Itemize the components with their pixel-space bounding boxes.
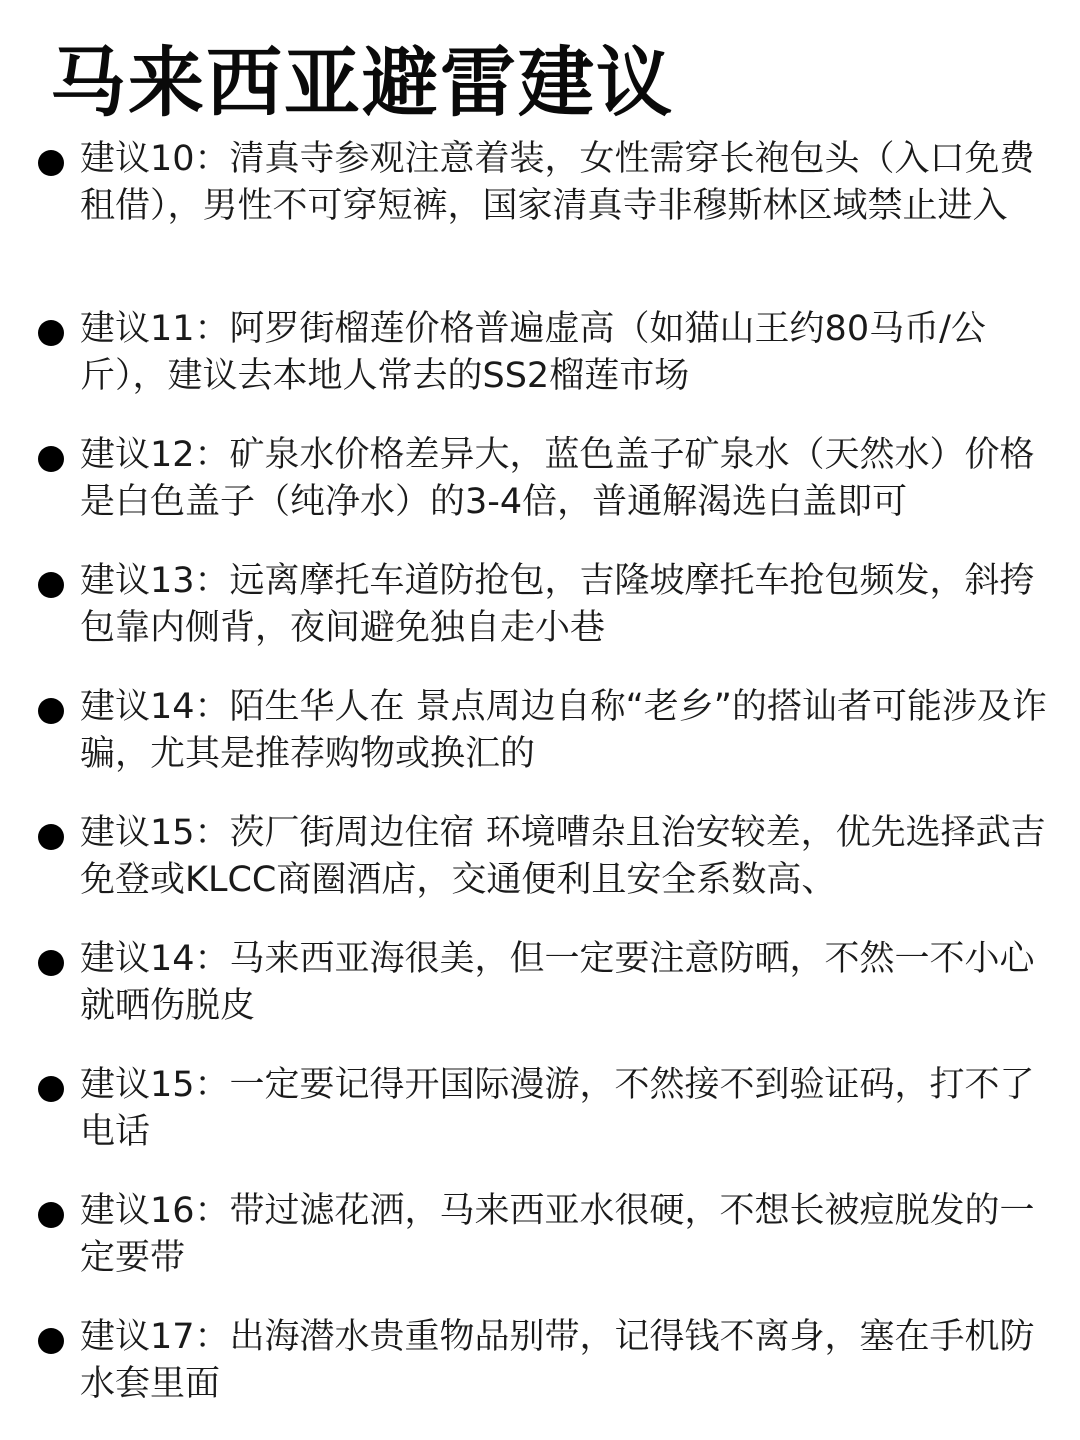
bullet-icon xyxy=(38,698,64,724)
tip-label: 建议15： xyxy=(80,813,230,853)
tip-body: 阿罗街榴莲价格普遍虚高（如猫山王约80马币/公斤），建议去本地人常去的SS2榴莲市场 xyxy=(80,309,986,396)
tip-label: 建议14： xyxy=(80,687,230,727)
tip-text xyxy=(80,684,1048,778)
tip-text xyxy=(80,1062,1048,1156)
tip-body: 清真寺参观注意着装，女性需穿长袍包头（入口免费租借），男性不可穿短裤，国家清真寺非穆斯林区域禁止进入 xyxy=(80,139,1035,226)
bullet-icon xyxy=(38,446,64,472)
tip-label: 建议17： xyxy=(80,1317,230,1357)
tip-body: 带过滤花洒，马来西亚水很硬，不想长被痘脱发的一定要带 xyxy=(80,1191,1035,1278)
tip-text xyxy=(80,558,1048,652)
tip-text xyxy=(80,810,1048,904)
tip-body: 茨厂街周边住宿 环境嘈杂且治安较差，优先选择武吉免登或KLCC商圈酒店，交通便利且安全系数高、 xyxy=(80,813,1046,900)
page-title: 马来西亚避雷建议 xyxy=(50,38,674,127)
tip-body: 一定要记得开国际漫游，不然接不到验证码，打不了电话 xyxy=(80,1065,1035,1152)
tip-text xyxy=(80,432,1048,526)
tip-body: 陌生华人在 景点周边自称“老乡”的搭讪者可能涉及诈骗，尤其是推荐购物或换汇的 xyxy=(80,687,1047,774)
tip-label: 建议13： xyxy=(80,561,230,601)
tip-text xyxy=(80,936,1048,1030)
tip-body: 出海潜水贵重物品别带，记得钱不离身，塞在手机防水套里面 xyxy=(80,1317,1035,1404)
tip-label: 建议10： xyxy=(80,139,230,179)
tip-text xyxy=(80,1314,1048,1408)
bullet-icon xyxy=(38,1076,64,1102)
tip-body: 马来西亚海很美，但一定要注意防晒，不然一不小心就晒伤脱皮 xyxy=(80,939,1035,1026)
tip-text xyxy=(80,1188,1048,1282)
tip-body: 矿泉水价格差异大，蓝色盖子矿泉水（天然水）价格是白色盖子（纯净水）的3-4倍，普通解渴选白盖即可 xyxy=(80,435,1035,522)
tip-body: 远离摩托车道防抢包，吉隆坡摩托车抢包频发，斜挎包靠内侧背，夜间避免独自走小巷 xyxy=(80,561,1035,648)
bullet-icon xyxy=(38,1328,64,1354)
tip-label: 建议14： xyxy=(80,939,230,979)
tip-text xyxy=(80,306,1048,400)
tip-text xyxy=(80,136,1048,230)
tip-label: 建议11： xyxy=(80,309,230,349)
tip-label: 建议12： xyxy=(80,435,230,475)
bullet-icon xyxy=(38,150,64,176)
tip-label: 建议15： xyxy=(80,1065,230,1105)
bullet-icon xyxy=(38,950,64,976)
bullet-icon xyxy=(38,320,64,346)
bullet-icon xyxy=(38,824,64,850)
bullet-icon xyxy=(38,572,64,598)
tip-label: 建议16： xyxy=(80,1191,230,1231)
bullet-icon xyxy=(38,1202,64,1228)
